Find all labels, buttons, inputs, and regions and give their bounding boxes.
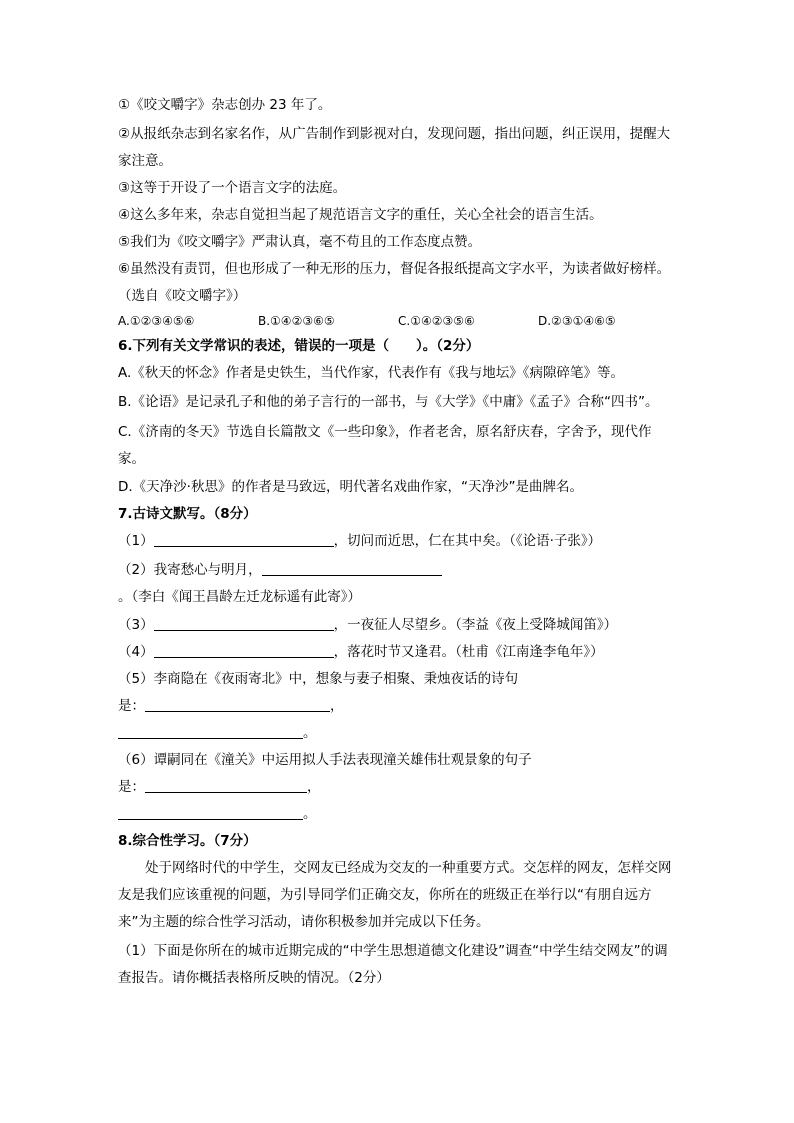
q7-comma-6: ， — [307, 779, 321, 795]
q7-blank-3[interactable] — [154, 615, 334, 631]
q6-option-a[interactable]: A.《秋天的怀念》作者是史铁生，当代作家，代表作有《我与地坛》《病隙碎笔》等。 — [118, 365, 625, 381]
q7-comma-5: ， — [330, 698, 344, 714]
exam-page — [118, 94, 678, 992]
sentence-6: ⑥虽然没有责罚，但也形成了一种无形的压力，督促各报纸提高文字水平，为读者做好榜样。 — [118, 261, 671, 277]
q6-option-c[interactable]: C.《济南的冬天》节选自长篇散文《一些印象》，作者老舍，原名舒庆春，字舍予，现代作家。 — [118, 424, 652, 467]
q7-item-6: （6）谭嗣同在《潼关》中运用拟人手法表现潼关雄伟壮观景象的句子 — [118, 752, 532, 768]
q7-is-label-6: 是： — [118, 779, 145, 795]
q5-option-a[interactable]: A.①②③④⑤⑥ — [118, 314, 195, 328]
q7-item-6-answer-b — [118, 803, 678, 825]
q7-item-2-suffix: 。（李白《闻王昌龄左迁龙标遥有此寄》） — [118, 589, 361, 605]
q7-is-label-5: 是： — [118, 698, 145, 714]
q7-blank-6a[interactable] — [145, 777, 307, 793]
q7-item-2 — [118, 557, 678, 611]
q7-item-5: （5）李商隐在《夜雨寄北》中，想象与妻子相聚、秉烛夜话的诗句 — [118, 671, 519, 687]
q7-item-1 — [118, 530, 678, 552]
q7-item-4-suffix: ，落花时节又逢君。（杜甫《江南逢李龟年》） — [333, 644, 604, 660]
sentence-1: ①《咬文嚼字》杂志创办 23 年了。 — [118, 97, 332, 113]
sentence-5: ⑤我们为《咬文嚼字》严肃认真，毫不苟且的工作态度点赞。 — [118, 234, 482, 250]
q7-blank-1[interactable] — [154, 531, 334, 547]
q7-item-5-answer-b — [118, 722, 678, 744]
sentence-2: ②从报纸杂志到名家名作，从广告制作到影视对白，发现问题，指出问题，纠正误用，提醒大家注意。 — [118, 126, 671, 169]
q8-subquestion-1: （1）下面是你所在的城市近期完成的“中学生思想道德文化建设”调查“中学生结交网友”的调查报告。请你概括表格所反映的情况。（2分） — [118, 943, 668, 986]
q8-paragraph: 处于网络时代的中学生，交网友已经成为交友的一种重要方式。交怎样的网友，怎样交网友是我们应该重视的问题，为引导同学们正确交友，你所在的班级正在举行以“有朋自远方来”为主题的综合性学习活动，请你积极参加并完成以下任务。 — [118, 860, 672, 930]
q7-item-3 — [118, 614, 678, 636]
q7-period-6: 。 — [303, 806, 317, 822]
q7-item-1-suffix: ，切问而近思，仁在其中矣。（《论语·子张》） — [333, 533, 602, 549]
q7-blank-2[interactable] — [262, 560, 442, 576]
q7-item-5-answer-a — [118, 695, 678, 717]
source-note: （选自《咬文嚼字》） — [118, 288, 247, 304]
q7-blank-6b[interactable] — [118, 804, 303, 820]
q7-blank-5a[interactable] — [145, 696, 330, 712]
q7-item-3-prefix: （3） — [118, 617, 154, 633]
q5-option-c[interactable]: C.①④②③⑤⑥ — [398, 314, 475, 328]
q7-blank-4[interactable] — [154, 642, 334, 658]
q5-option-d[interactable]: D.②③①④⑥⑤ — [538, 314, 616, 328]
q6-option-b[interactable]: B.《论语》是记录孔子和他的弟子言行的一部书，与《大学》《中庸》《孟子》合称“四书”。 — [118, 394, 659, 410]
q7-item-2-prefix: （2）我寄愁心与明月， — [118, 562, 262, 578]
q6-option-d[interactable]: D.《天净沙·秋思》的作者是马致远，明代著名戏曲作家，“天净沙”是曲牌名。 — [118, 479, 583, 495]
q7-title: 7.古诗文默写。（8分） — [118, 506, 257, 522]
q7-item-4 — [118, 641, 678, 663]
q7-item-4-prefix: （4） — [118, 644, 154, 660]
q8-title: 8.综合性学习。（7分） — [118, 833, 257, 849]
q7-item-1-prefix: （1） — [118, 533, 154, 549]
q5-option-b[interactable]: B.①④②③⑥⑤ — [258, 314, 335, 328]
sentence-4: ④这么多年来，杂志自觉担当起了规范语言文字的重任，关心全社会的语言生活。 — [118, 207, 603, 223]
q7-item-3-suffix: ，一夜征人尽望乡。（李益《夜上受降城闻笛》） — [333, 617, 618, 633]
q5-options — [118, 310, 678, 332]
q6-title: 6.下列有关文学常识的表述，错误的一项是（ ）。（2分） — [118, 338, 480, 354]
q7-item-6-answer-a — [118, 776, 678, 798]
q7-period-5: 。 — [303, 725, 317, 741]
q7-blank-5b[interactable] — [118, 723, 303, 739]
sentence-3: ③这等于开设了一个语言文字的法庭。 — [118, 180, 347, 196]
